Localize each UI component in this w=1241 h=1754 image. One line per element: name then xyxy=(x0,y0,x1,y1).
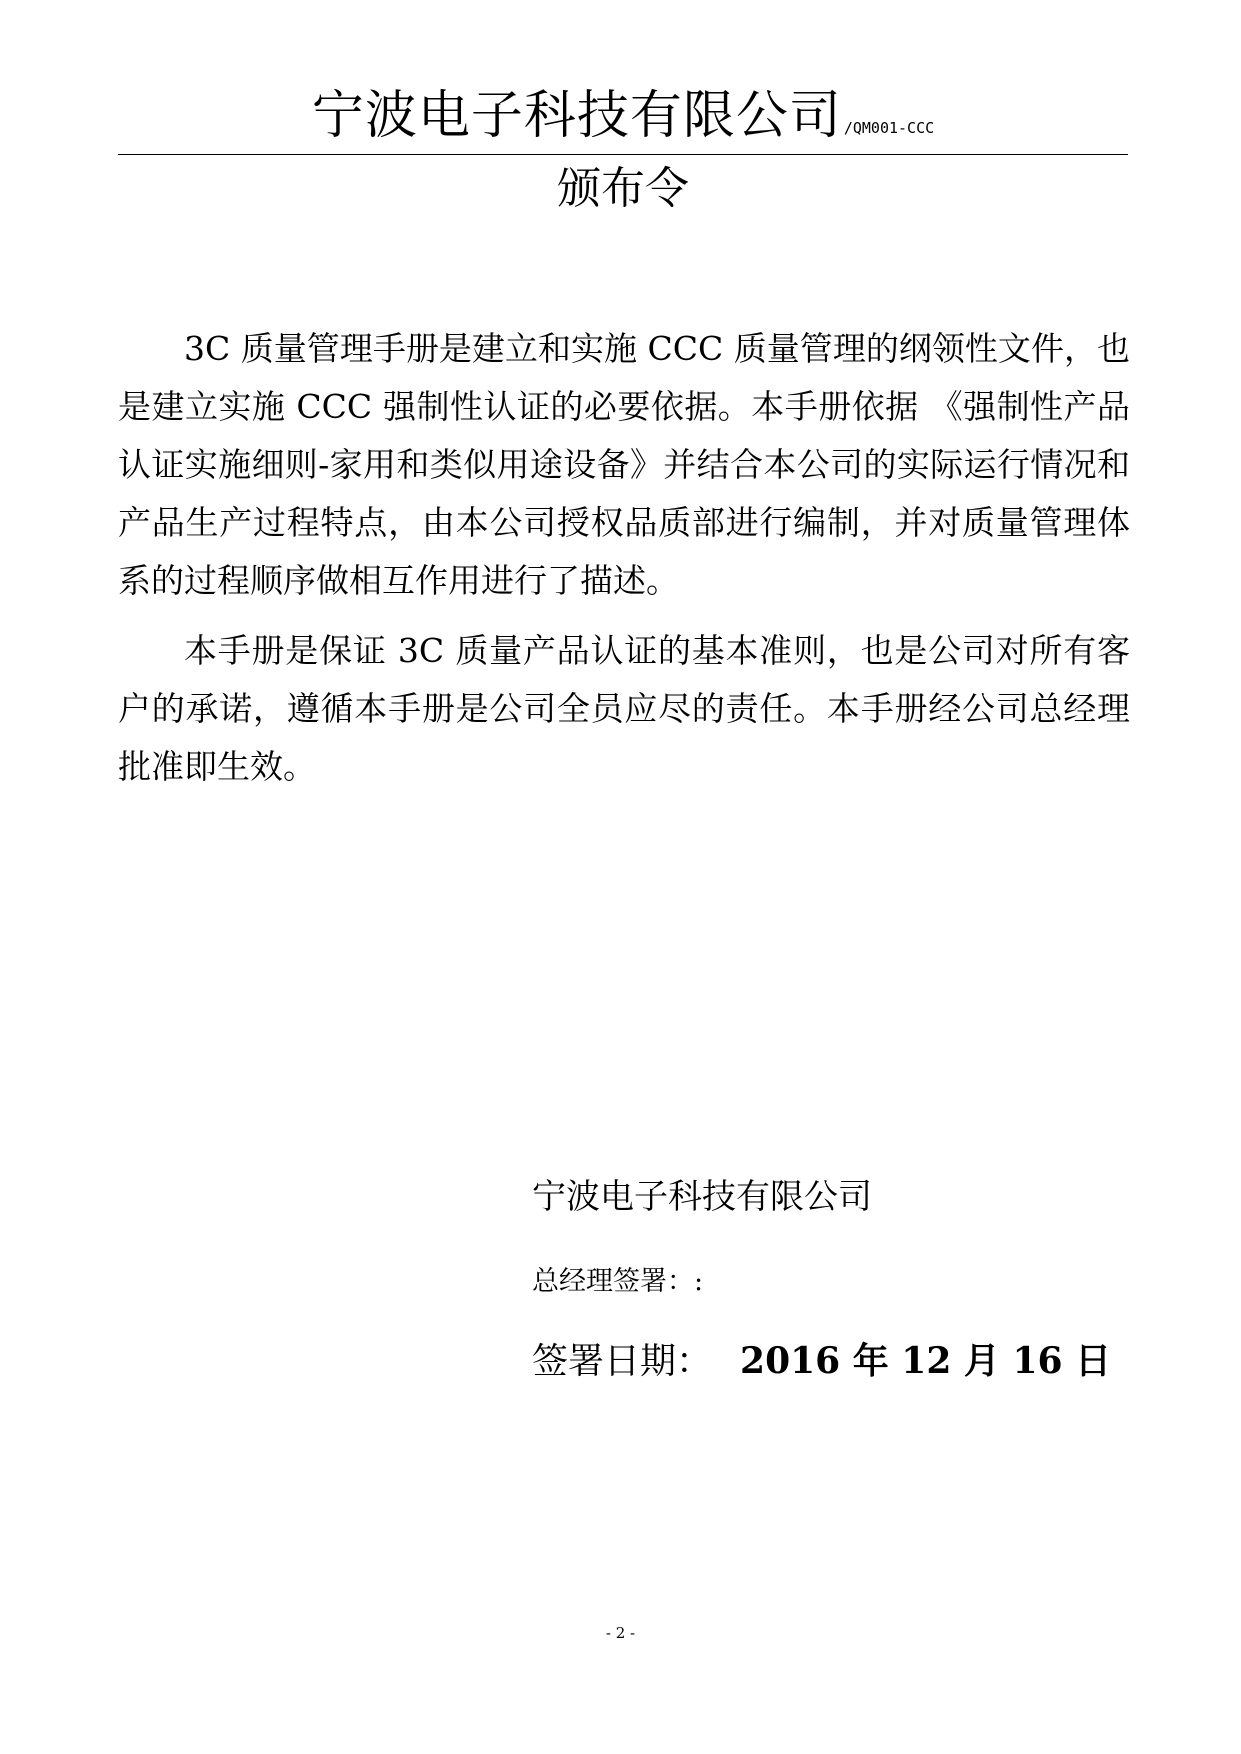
document-body xyxy=(118,320,1130,796)
manager-signature-label: 总经理签署：: xyxy=(532,1266,704,1297)
signature-company: 宁波电子科技有限公司 xyxy=(532,1177,872,1217)
signature-date-line xyxy=(532,1340,1152,1382)
company-title: 宁波电子科技有限公司 xyxy=(311,86,842,146)
signature-date-value: 2016 年 12 月 16 日 xyxy=(740,1340,1112,1382)
page-header xyxy=(118,86,1128,146)
page-number: - 2 - xyxy=(605,1624,636,1642)
document-heading: 颁布令 xyxy=(557,163,689,214)
header-divider xyxy=(118,154,1128,155)
body-paragraph: 本手册是保证 3C 质量产品认证的基本准则，也是公司对所有客户的承诺，遵循本手册是公司全员应尽的责任。本手册经公司总经理批准即生效。 xyxy=(118,631,1130,786)
signature-date-label: 签署日期： xyxy=(532,1341,713,1382)
body-paragraph: 3C 质量管理手册是建立和实施 CCC 质量管理的纲领性文件，也是建立实施 CCC 强制性认证的必要依据。本手册依据 《强制性产品认证实施细则-家用和类似用途设备》并结合本公司的实际运行情况和产品生产过程特点，由本公司授权品质部进行编制，并对质量管理体系的过程顺序做相互作用进行了描述。 xyxy=(118,329,1130,600)
document-code: /QM001-CCC xyxy=(843,119,935,137)
signature-block xyxy=(532,1177,1152,1382)
